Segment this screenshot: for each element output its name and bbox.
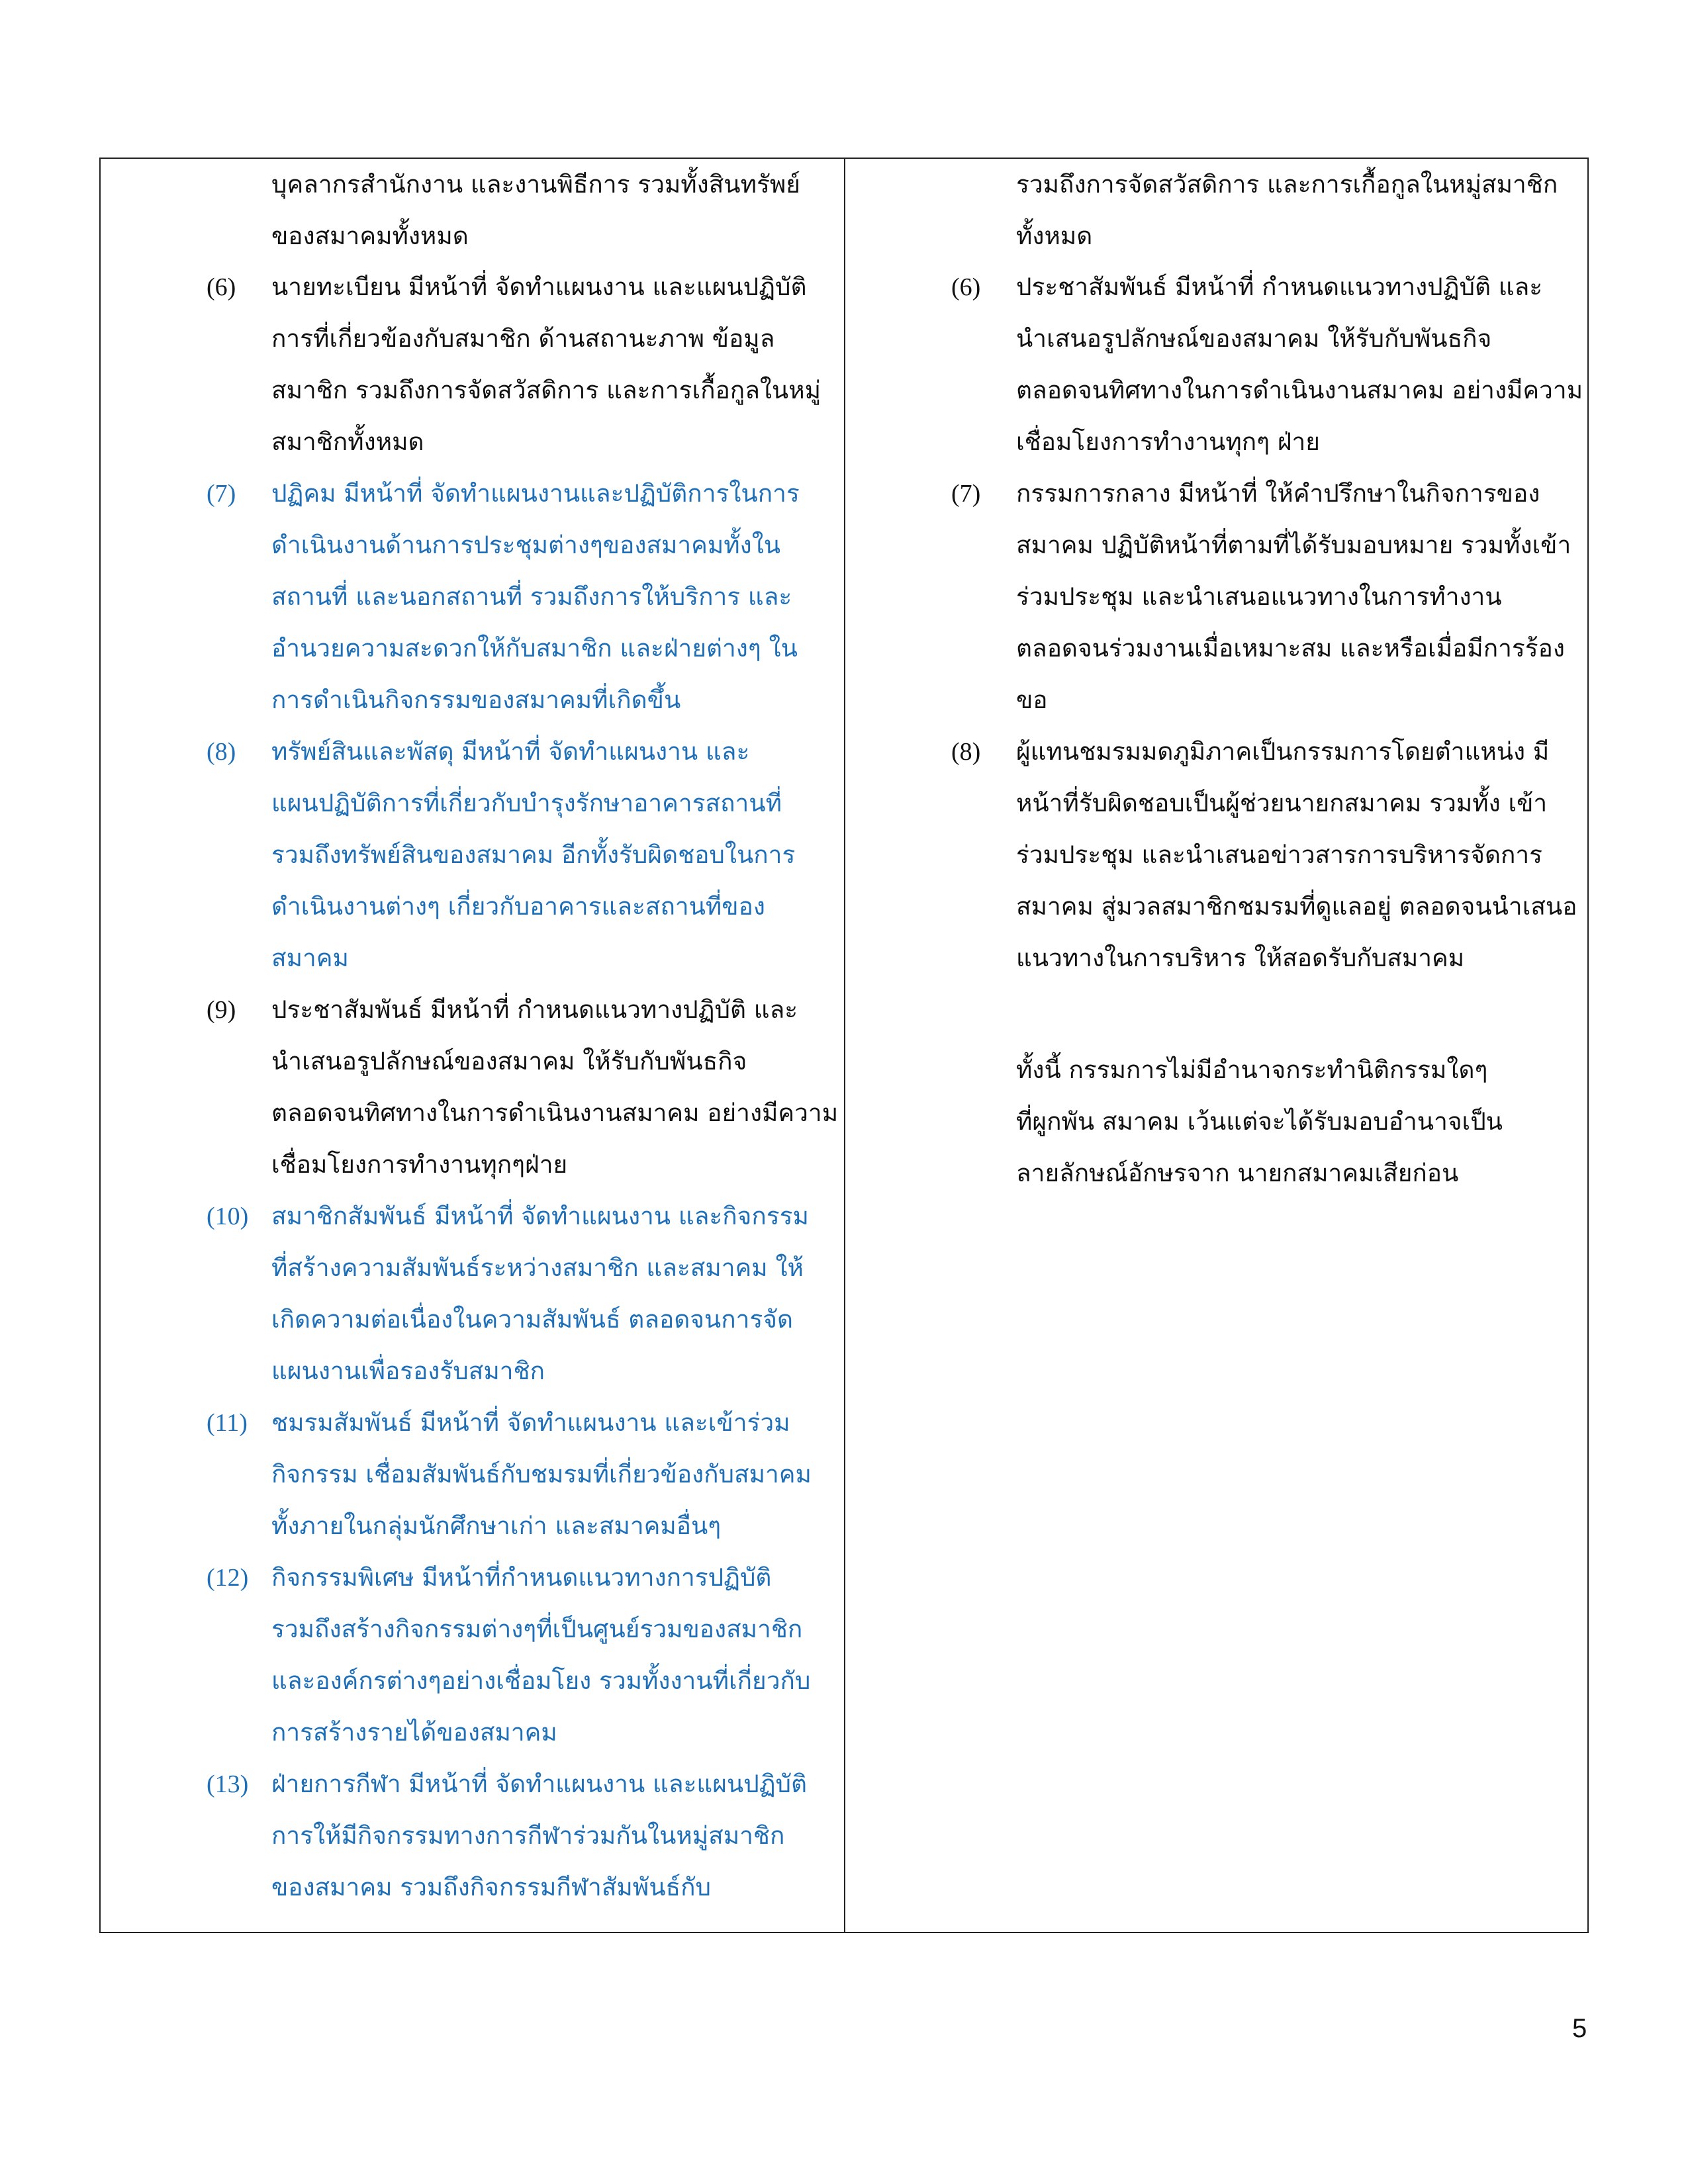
item-text-line: ตลอดจนทิศทางในการดำเนินงานสมาคม อย่างมีความ — [271, 1099, 839, 1127]
item-text-line: เกิดความต่อเนื่องในความสัมพันธ์ ตลอดจนการจัด — [271, 1305, 793, 1334]
item-text-line: ผู้แทนชมรมมดภูมิภาคเป็นกรรมการโดยตำแหน่ง มี — [1016, 737, 1550, 766]
item-text-line: เชื่อมโยงการทำงานทุกๆ ฝ่าย — [1016, 428, 1320, 456]
item-number: (6) — [951, 273, 981, 301]
item-text-line: ดำเนินงานด้านการประชุมต่างๆของสมาคมทั้งใน — [271, 531, 781, 559]
item-text-line: นำเสนอรูปลักษณ์ของสมาคม ให้รับกับพันธกิจ — [271, 1047, 747, 1075]
item-text-line: ขอ — [1016, 686, 1048, 714]
item-text-line: สมาคม — [271, 944, 349, 972]
item-text-line: ของสมาคม รวมถึงกิจกรรมกีฬาสัมพันธ์กับ — [271, 1873, 711, 1901]
item-text-line: ร่วมประชุม และนำเสนอแนวทางในการทำงาน — [1016, 582, 1502, 611]
item-number: (8) — [951, 738, 981, 766]
item-text-line: ประชาสัมพันธ์ มีหน้าที่ กำหนดแนวทางปฏิบัติ และ — [1016, 273, 1543, 301]
right-note-line: ที่ผูกพัน สมาคม เว้นแต่จะได้รับมอบอำนาจเป็น — [1016, 1107, 1503, 1136]
item-text-line: และองค์กรต่างๆอย่างเชื่อมโยง รวมทั้งงานที่เกี่ยวกับ — [271, 1666, 811, 1695]
left-column — [101, 159, 845, 1932]
left-intro-line: ของสมาคมทั้งหมด — [271, 222, 469, 250]
item-number: (7) — [951, 480, 981, 508]
item-text-line: นำเสนอรูปลักษณ์ของสมาคม ให้รับกับพันธกิจ — [1016, 324, 1492, 353]
item-text-line: กรรมการกลาง มีหน้าที่ ให้คำปรึกษาในกิจการของ — [1016, 479, 1540, 508]
item-text-line: กิจกรรมพิเศษ มีหน้าที่กำหนดแนวทางการปฏิบัติ — [271, 1563, 772, 1592]
item-number: (12) — [207, 1564, 249, 1592]
item-text-line: แผนปฏิบัติการที่เกี่ยวกับบำรุงรักษาอาคารสถานที่ — [271, 789, 782, 817]
item-text-line: ประชาสัมพันธ์ มีหน้าที่ กำหนดแนวทางปฏิบัติ และ — [271, 995, 798, 1024]
item-text-line: รวมถึงทรัพย์สินของสมาคม อีกทั้งรับผิดชอบในการ — [271, 841, 796, 869]
item-text-line: ดำเนินงานต่างๆ เกี่ยวกับอาคารและสถานที่ของ — [271, 892, 765, 921]
item-text-line: ชมรมสัมพันธ์ มีหน้าที่ จัดทำแผนงาน และเข้าร่วม — [271, 1408, 790, 1437]
right-note-line: ทั้งนี้ กรรมการไม่มีอำนาจกระทำนิติกรรมใดๆ — [1016, 1056, 1488, 1084]
item-text-line: รวมถึงสร้างกิจกรรมต่างๆที่เป็นศูนย์รวมของสมาชิก — [271, 1615, 803, 1643]
item-text-line: แนวทางในการบริหาร ให้สอดรับกับสมาคม — [1016, 944, 1465, 972]
item-text-line: ฝ่ายการกีฬา มีหน้าที่ จัดทำแผนงาน และแผนปฏิบัติ — [271, 1770, 808, 1798]
right-column — [845, 159, 1587, 1932]
item-text-line: อำนวยความสะดวกให้กับสมาชิก และฝ่ายต่างๆ ใน — [271, 634, 798, 662]
item-number: (7) — [207, 480, 236, 508]
right-intro-line: ทั้งหมด — [1016, 222, 1093, 250]
item-number: (10) — [207, 1203, 249, 1230]
item-text-line: สมาคม สู่มวลสมาชิกชมรมที่ดูแลอยู่ ตลอดจนนำเสนอ — [1016, 892, 1577, 921]
item-text-line: ทั้งภายในกลุ่มนักศึกษาเก่า และสมาคมอื่นๆ — [271, 1512, 722, 1540]
item-text-line: ตลอดจนร่วมงานเมื่อเหมาะสม และหรือเมื่อมีการร้อง — [1016, 634, 1565, 662]
item-text-line: เชื่อมโยงการทำงานทุกๆฝ่าย — [271, 1150, 568, 1179]
item-number: (8) — [207, 738, 236, 766]
item-text-line: การดำเนินกิจกรรมของสมาคมที่เกิดขึ้น — [271, 686, 681, 714]
item-text-line: การให้มีกิจกรรมทางการกีฬาร่วมกันในหมู่สมาชิก — [271, 1821, 785, 1850]
item-text-line: นายทะเบียน มีหน้าที่ จัดทำแผนงาน และแผนปฏิบัติ — [271, 273, 807, 301]
item-number: (13) — [207, 1770, 249, 1798]
item-text-line: ตลอดจนทิศทางในการดำเนินงานสมาคม อย่างมีความ — [1016, 376, 1583, 404]
item-text-line: ปฏิคม มีหน้าที่ จัดทำแผนงานและปฏิบัติการในการ — [271, 479, 800, 508]
right-intro-line: รวมถึงการจัดสวัสดิการ และการเกื้อกูลในหมู่สมาชิก — [1016, 170, 1558, 199]
right-note-line: ลายลักษณ์อักษรจาก นายกสมาคมเสียก่อน — [1016, 1159, 1459, 1187]
item-text-line: ที่สร้างความสัมพันธ์ระหว่างสมาชิก และสมาคม ให้ — [271, 1253, 804, 1282]
item-text-line: สมาคม ปฏิบัติหน้าที่ตามที่ได้รับมอบหมาย รวมทั้งเข้า — [1016, 531, 1571, 559]
page-number: 5 — [1572, 2014, 1587, 2043]
two-column-table — [99, 158, 1589, 1933]
item-text-line: แผนงานเพื่อรองรับสมาชิก — [271, 1357, 545, 1385]
item-text-line: การที่เกี่ยวข้องกับสมาชิก ด้านสถานะภาพ ข้อมูล — [271, 324, 775, 353]
item-text-line: สมาชิกสัมพันธ์ มีหน้าที่ จัดทำแผนงาน และกิจกรรม — [271, 1202, 809, 1230]
left-intro-line: บุคลากรสำนักงาน และงานพิธีการ รวมทั้งสินทรัพย์ — [271, 170, 800, 199]
item-text-line: สมาชิกทั้งหมด — [271, 428, 424, 456]
item-text-line: หน้าที่รับผิดชอบเป็นผู้ช่วยนายกสมาคม รวมทั้ง เข้า — [1016, 789, 1548, 817]
item-number: (11) — [207, 1409, 248, 1437]
item-number: (6) — [207, 273, 236, 301]
item-text-line: สมาชิก รวมถึงการจัดสวัสดิการ และการเกื้อกูลในหมู่ — [271, 376, 821, 404]
item-text-line: กิจกรรม เชื่อมสัมพันธ์กับชมรมที่เกี่ยวข้องกับสมาคม — [271, 1460, 812, 1488]
item-text-line: ร่วมประชุม และนำเสนอข่าวสารการบริหารจัดการ — [1016, 841, 1543, 869]
item-text-line: ทรัพย์สินและพัสดุ มีหน้าที่ จัดทำแผนงาน และ — [271, 737, 750, 766]
item-number: (9) — [207, 996, 236, 1024]
item-text-line: สถานที่ และนอกสถานที่ รวมถึงการให้บริการ และ — [271, 582, 792, 611]
item-text-line: การสร้างรายได้ของสมาคม — [271, 1718, 557, 1747]
